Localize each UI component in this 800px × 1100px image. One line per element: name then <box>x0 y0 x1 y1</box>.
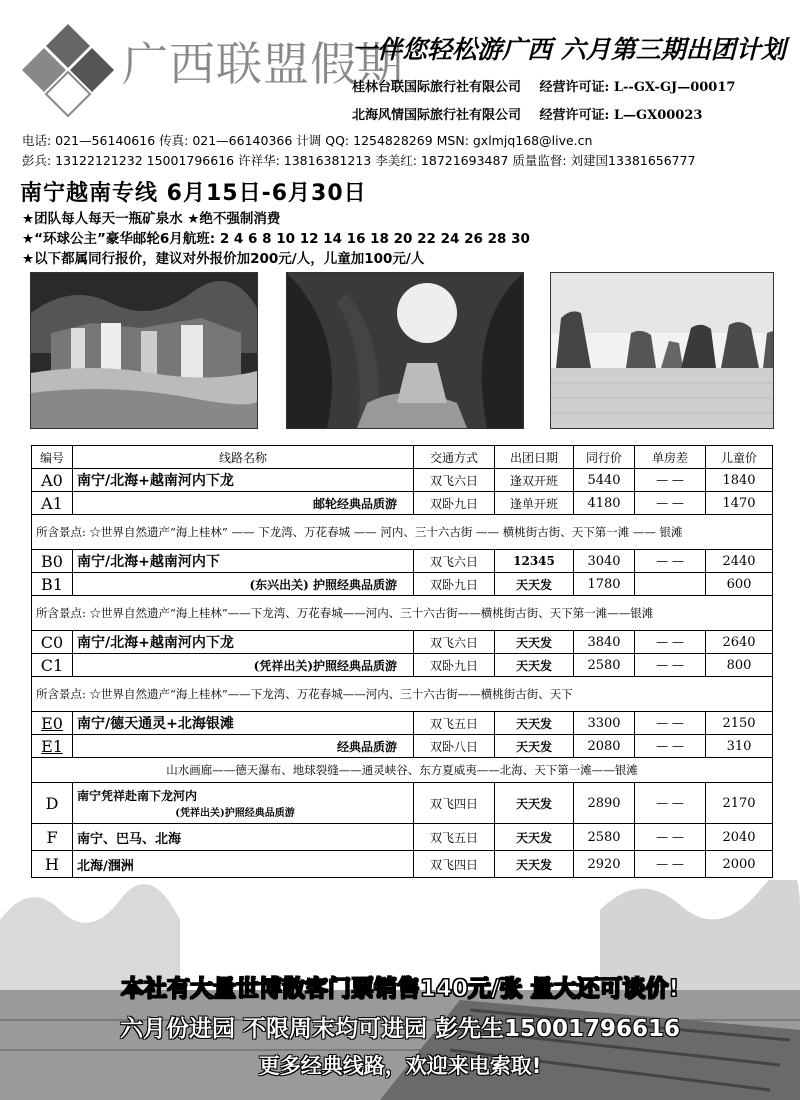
departure: 天天发 <box>495 824 574 851</box>
route-name: (凭祥出关)护照经典品质游 <box>73 654 414 677</box>
agency-name: 北海风情国际旅行社有限公司 <box>352 108 522 123</box>
route-price-table <box>31 445 773 878</box>
route-code: A1 <box>32 492 73 515</box>
table-row <box>32 783 773 824</box>
agency-name: 桂林台联国际旅行社有限公司 <box>352 80 522 95</box>
transport: 双飞四日 <box>414 783 495 824</box>
route-name: 邮轮经典品质游 <box>73 492 414 515</box>
agency-2 <box>352 104 702 123</box>
child-price: 600 <box>706 573 773 596</box>
single-supplement: — — <box>635 783 706 824</box>
header-cell: 出团日期 <box>495 446 574 469</box>
header-cell: 线路名称 <box>73 446 414 469</box>
route-name: 南宁/德天通灵+北海银滩 <box>73 712 414 735</box>
table-header-row <box>32 446 773 469</box>
forest-path-photo <box>286 272 524 429</box>
transport: 双飞五日 <box>414 824 495 851</box>
table-row <box>32 573 773 596</box>
footer-promo-3: 更多经典线路，欢迎来电索取! <box>258 1054 542 1078</box>
departure: 天天发 <box>495 735 574 758</box>
included-spots: 所含景点: ☆世界自然遗产“海上桂林”——下龙湾、万花春城——河内、三十六古街——横桃街古街、天下第一滩——银滩 <box>32 596 773 631</box>
price: 2580 <box>574 654 635 677</box>
single-supplement: — — <box>635 550 706 573</box>
price: 1780 <box>574 573 635 596</box>
route-code: H <box>32 851 73 878</box>
transport: 双卧九日 <box>414 573 495 596</box>
single-supplement: — — <box>635 631 706 654</box>
price: 2580 <box>574 824 635 851</box>
waterfall-photo <box>30 272 258 429</box>
departure: 天天发 <box>495 712 574 735</box>
transport: 双卧八日 <box>414 735 495 758</box>
transport: 双飞六日 <box>414 631 495 654</box>
price: 3040 <box>574 550 635 573</box>
contact-line-1: 电话: 021—56140616 传真: 021—66140366 计调 QQ: 1254828269 MSN: gxlmjq168@live.cn <box>22 133 593 148</box>
table-row <box>32 677 773 712</box>
license-label: 经营许可证: <box>539 80 610 95</box>
footer-promo-1: 本社有大量世博散客门票销售140元/张 量大还可谈价! <box>121 976 679 1002</box>
price: 2920 <box>574 851 635 878</box>
bullet-2: ★“环球公主”豪华邮轮6月航班: 2 4 6 8 10 12 14 16 18 20 22 24 26 28 30 <box>22 231 530 247</box>
table-row <box>32 712 773 735</box>
table-row <box>32 735 773 758</box>
route-code: F <box>32 824 73 851</box>
header-cell: 编号 <box>32 446 73 469</box>
price: 5440 <box>574 469 635 492</box>
table-row <box>32 492 773 515</box>
child-price: 800 <box>706 654 773 677</box>
departure: 逢双开班 <box>495 469 574 492</box>
route-code: E1 <box>32 735 73 758</box>
table-row <box>32 550 773 573</box>
single-supplement: — — <box>635 469 706 492</box>
price: 4180 <box>574 492 635 515</box>
departure: 天天发 <box>495 573 574 596</box>
single-supplement: — — <box>635 712 706 735</box>
halong-bay-photo <box>550 272 774 429</box>
bullet-1: ★团队每人每天一瓶矿泉水 ★绝不强制消费 <box>22 211 281 227</box>
route-name: 南宁凭祥赴南下龙河内 <box>77 789 198 803</box>
route-code: B1 <box>32 573 73 596</box>
price: 2890 <box>574 783 635 824</box>
single-supplement: — — <box>635 492 706 515</box>
child-price: 2640 <box>706 631 773 654</box>
departure: 逢单开班 <box>495 492 574 515</box>
transport: 双卧九日 <box>414 654 495 677</box>
departure: 12345 <box>495 550 574 573</box>
license-number: L--GX-GJ—00017 <box>613 80 736 95</box>
route-name: 经典品质游 <box>73 735 414 758</box>
route-code: B0 <box>32 550 73 573</box>
brand-name: 广西联盟假期 <box>122 37 404 91</box>
child-price: 2440 <box>706 550 773 573</box>
table-row <box>32 758 773 783</box>
transport: 双飞六日 <box>414 469 495 492</box>
single-supplement: — — <box>635 735 706 758</box>
child-price: 2150 <box>706 712 773 735</box>
route-title: 南宁越南专线 6月15日-6月30日 <box>20 181 367 206</box>
agency-1 <box>352 76 735 95</box>
child-price: 1470 <box>706 492 773 515</box>
single-supplement: — — <box>635 824 706 851</box>
header-cell: 单房差 <box>635 446 706 469</box>
table-row <box>32 469 773 492</box>
route-subtitle: (凭祥出关)护照经典品质游 <box>175 808 295 819</box>
table-row <box>32 654 773 677</box>
route-code: C0 <box>32 631 73 654</box>
route-code: A0 <box>32 469 73 492</box>
route-name: (东兴出关) 护照经典品质游 <box>73 573 414 596</box>
transport: 双飞六日 <box>414 550 495 573</box>
route-name: 南宁/北海+越南河内下龙 <box>73 469 414 492</box>
departure: 天天发 <box>495 783 574 824</box>
price: 3840 <box>574 631 635 654</box>
transport: 双飞四日 <box>414 851 495 878</box>
departure: 天天发 <box>495 631 574 654</box>
header-cell: 同行价 <box>574 446 635 469</box>
route-code: C1 <box>32 654 73 677</box>
child-price: 1840 <box>706 469 773 492</box>
child-price: 2040 <box>706 824 773 851</box>
slogan: 一伴您轻松游广西 六月第三期出团计划 <box>352 35 786 64</box>
header-cell: 儿童价 <box>706 446 773 469</box>
route-code: E0 <box>32 712 73 735</box>
footer-promo-2: 六月份进园 不限周末均可进园 彭先生15001796616 <box>119 1016 681 1042</box>
table-row <box>32 631 773 654</box>
child-price: 310 <box>706 735 773 758</box>
child-price: 2000 <box>706 851 773 878</box>
transport: 双卧九日 <box>414 492 495 515</box>
child-price: 2170 <box>706 783 773 824</box>
included-spots: 山水画廊——德天瀑布、地球裂缝——通灵峡谷、东方夏威夷——北海、天下第一滩——银滩 <box>32 758 773 783</box>
single-supplement: — — <box>635 654 706 677</box>
table-row <box>32 851 773 878</box>
contact-line-2: 彭兵: 13122121232 15001796616 许祥华: 13816381213 李美红: 18721693487 质量监督: 刘建国13381656777 <box>22 153 696 168</box>
bullet-3: ★以下都属同行报价，建议对外报价加200元/人，儿童加100元/人 <box>22 251 425 267</box>
departure: 天天发 <box>495 851 574 878</box>
table-row <box>32 824 773 851</box>
route-name-cell <box>73 783 414 824</box>
table-row <box>32 515 773 550</box>
price: 2080 <box>574 735 635 758</box>
route-name: 南宁/北海+越南河内下龙 <box>73 631 414 654</box>
logo-diamonds-icon <box>14 22 122 118</box>
route-code: D <box>32 783 73 824</box>
single-supplement <box>635 573 706 596</box>
header-cell: 交通方式 <box>414 446 495 469</box>
price: 3300 <box>574 712 635 735</box>
license-label: 经营许可证: <box>539 108 610 123</box>
route-name: 南宁、巴马、北海 <box>73 824 414 851</box>
license-number: L—GX00023 <box>613 108 703 123</box>
route-name: 北海/涠洲 <box>73 851 414 878</box>
single-supplement: — — <box>635 851 706 878</box>
route-name: 南宁/北海+越南河内下 <box>73 550 414 573</box>
table-row <box>32 596 773 631</box>
included-spots: 所含景点: ☆世界自然遗产“海上桂林” —— 下龙湾、万花春城 —— 河内、三十六古街 —— 横桃街古街、天下第一滩 —— 银滩 <box>32 515 773 550</box>
transport: 双飞五日 <box>414 712 495 735</box>
departure: 天天发 <box>495 654 574 677</box>
included-spots: 所含景点: ☆世界自然遗产“海上桂林”——下龙湾、万花春城——河内、三十六古街——横桃街古街、天下 <box>32 677 773 712</box>
